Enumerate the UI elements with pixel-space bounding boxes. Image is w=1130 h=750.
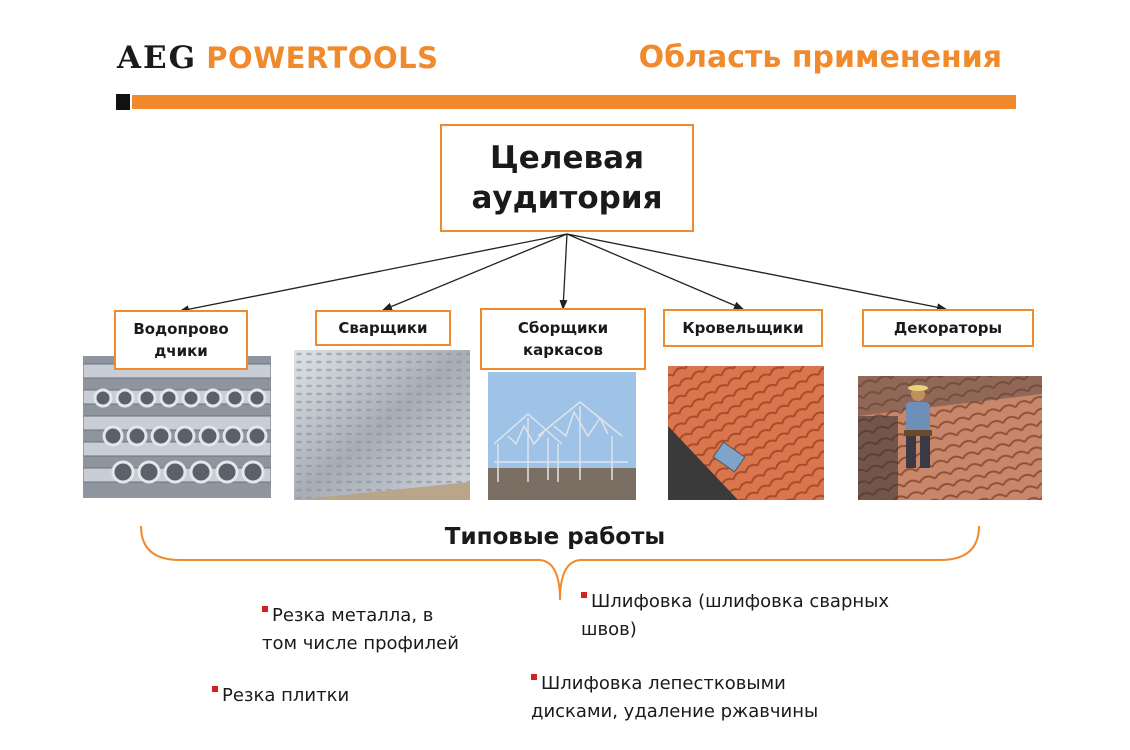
work-item-text: Резка плитки	[222, 685, 350, 706]
category-welders: Сварщики	[315, 310, 451, 346]
category-plumbers: Водопрово дчики	[114, 310, 248, 370]
work-item-text: Шлифовка лепестковыми дисками, удаление ржавчины	[531, 673, 819, 722]
arrow-to-decorators	[567, 234, 946, 309]
aeg-powertools-logo	[117, 40, 438, 76]
category-decorators: Декораторы	[862, 309, 1034, 347]
bullet-marker	[531, 674, 537, 680]
work-item-flap-discs	[531, 670, 818, 726]
bullet-marker	[581, 592, 587, 598]
arrow-to-roofers	[567, 234, 743, 309]
work-item-text: Резка металла, в том числе профилей	[262, 605, 459, 654]
bullet-marker	[212, 686, 218, 692]
work-item-cut-tile	[212, 682, 349, 710]
target-audience-label: Целевая аудитория	[471, 140, 663, 216]
logo-product: POWERTOOLS	[206, 41, 439, 75]
roofer-worker-photo	[858, 376, 1042, 500]
header-bar-black	[116, 94, 130, 110]
work-item-text: Шлифовка (шлифовка сварных швов)	[581, 591, 890, 640]
metal-sheet-photo	[294, 350, 470, 500]
work-item-grinding-welds	[581, 588, 889, 644]
arrow-to-welders	[383, 234, 567, 310]
arrow-to-frame-builders	[563, 234, 567, 309]
category-frame-builders: Сборщики каркасов	[480, 308, 646, 370]
target-audience-box	[440, 124, 694, 232]
slide-title: Область применения	[638, 40, 1002, 75]
logo-brand: AEG	[117, 40, 198, 76]
header-bar-orange	[132, 95, 1016, 109]
tile-roof-photo	[668, 366, 824, 500]
plastic-pipes-photo	[83, 356, 271, 498]
arrow-to-plumbers	[180, 234, 567, 311]
category-roofers: Кровельщики	[663, 309, 823, 347]
bullet-marker	[262, 606, 268, 612]
works-title: Типовые работы	[444, 524, 666, 550]
steel-frame-photo	[488, 372, 636, 500]
work-item-cut-metal	[262, 602, 459, 658]
